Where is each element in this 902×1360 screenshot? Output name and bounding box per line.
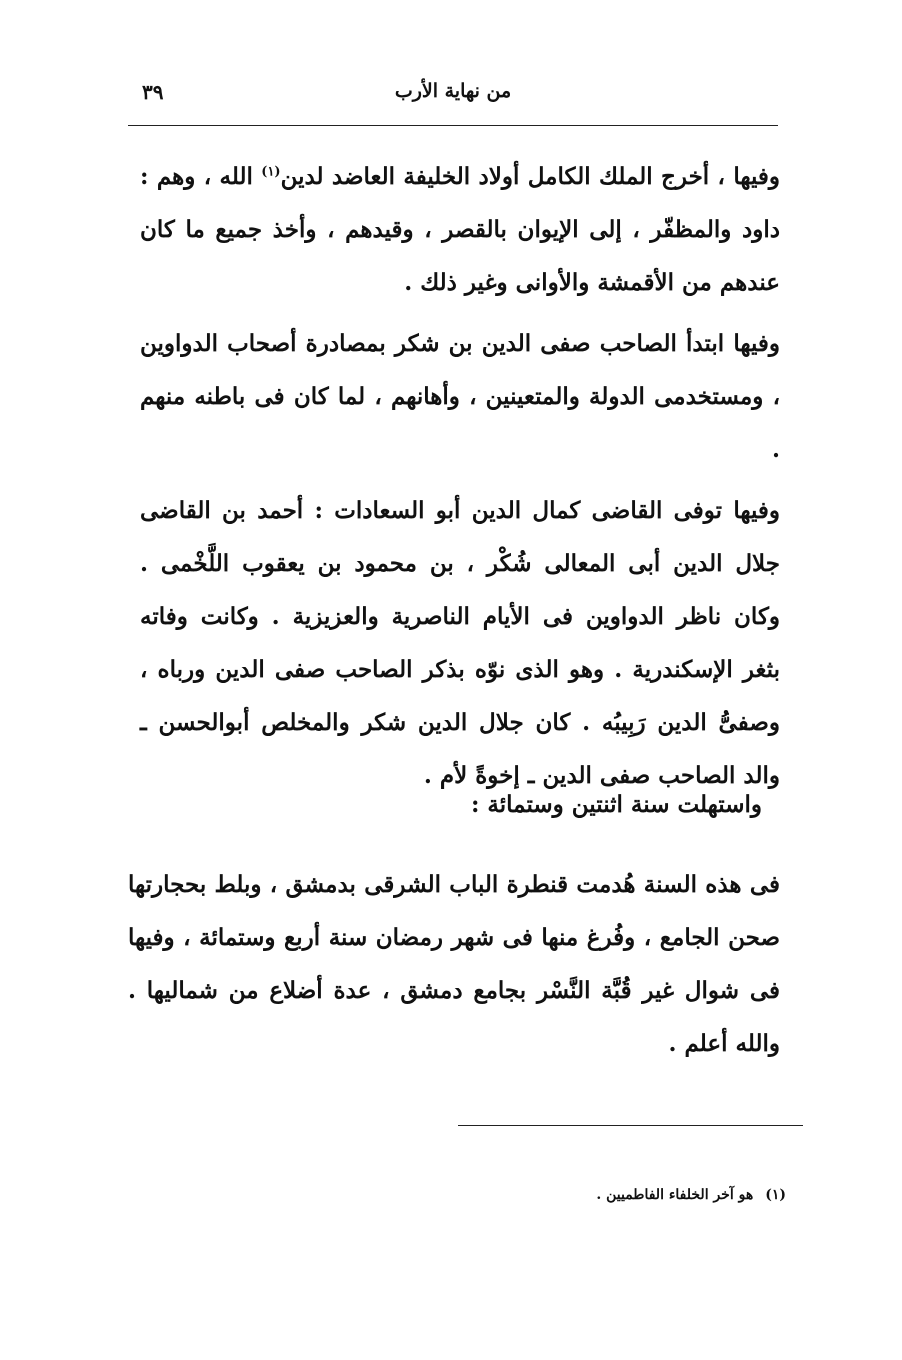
paragraph-1-text-after-mark: الله ، وهم : داود والمظفّر ، إلى الإيوان بالقصر ، وقيدهم ، وأخذ جميع ما كان عندهم من الأقمشة والأوانى وغير ذلك . [140,163,780,296]
page-number: ٣٩ [142,80,164,104]
paragraph-3: وفيها توفى القاضى كمال الدين أبو السعادات : أحمد بن القاضى جلال الدين أبى المعالى شُكْر ، بن محمود بن يعقوب اللَّخْمى . وكان ناظر الدواوين فى الأيام الناصرية والعزيزية . وكانت وفاته بثغر الإسكندرية . وهو الذى نوّه بذكر الصاحب صفى الدين ورباه ، وصفىُّ الدين رَبِيبُه . كان جلال الدين شكر والمخلص أبوالحسن ـ والد الصاحب صفى الدين ـ إخوةً لأم . [140,497,780,789]
footnote [286,1183,786,1207]
footnote-text: هو آخر الخلفاء الفاطميين . [596,1187,754,1203]
section-paragraph: فى هذه السنة هُدمت قنطرة الباب الشرقى بدمشق ، وبلط بحجارتها صحن الجامع ، وفُرغ منها فى شهر رمضان سنة أربع وستمائة ، وفيها فى شوال غير قُبَّة النَّسْر بجامع دمشق ، عدة أضلاع من شماليها . والله أعلم . [128,871,780,1057]
section-heading: واستهلت سنة اثنتين وستمائة : [470,791,762,818]
header-rule [128,125,778,126]
paragraph-1-text-before-mark: وفيها ، أخرج الملك الكامل أولاد الخليفة العاضد لدين [280,163,780,190]
footnote-rule [458,1125,803,1126]
paragraph-1 [140,150,780,309]
running-head [128,78,778,112]
footnote-number: (١) [765,1187,786,1203]
running-head-title: من نهاية الأرب [394,80,512,102]
paragraph-2: وفيها ابتدأ الصاحب صفى الدين بن شكر بمصادرة أصحاب الدواوين ، ومستخدمى الدولة والمتعينين ، وأهانهم ، لما كان فى باطنه منهم . [140,330,780,463]
footnote-reference-mark: (١) [261,164,281,180]
section-text [128,858,780,1070]
main-text [140,150,780,802]
